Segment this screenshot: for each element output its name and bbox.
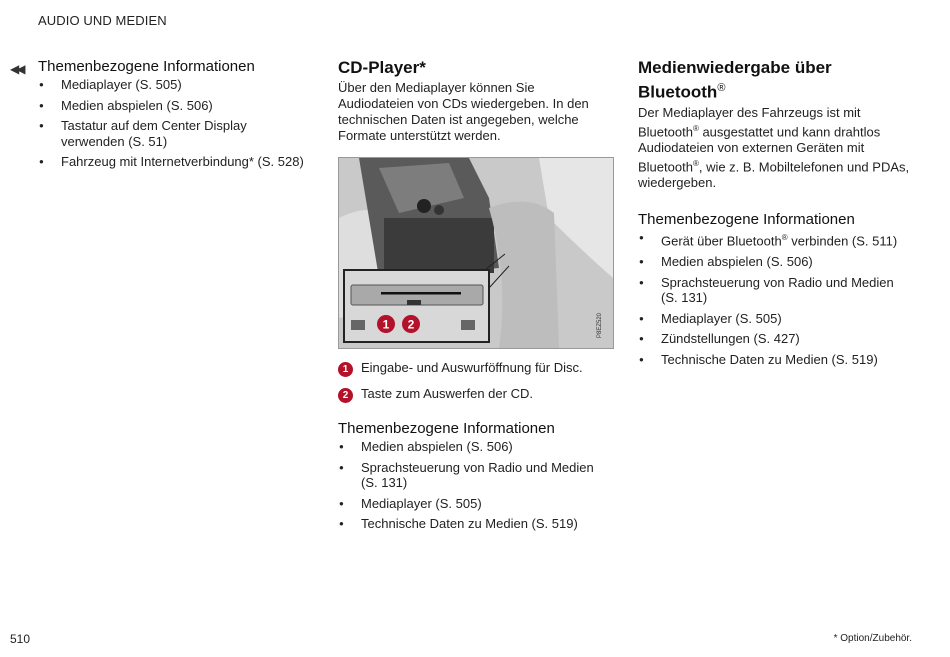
- page-header-title: AUDIO UND MEDIEN: [38, 13, 167, 28]
- figure-badge-2: 2: [407, 317, 415, 332]
- bt-item-part-a: Gerät über Bluetooth: [661, 233, 782, 249]
- callout-text: Taste zum Auswerfen der CD.: [361, 386, 533, 401]
- cd-player-intro: Über den Mediaplayer können Sie Audiodateien von CDs wiedergeben. In den technischen Daten ist angegeben, welche Formate unterstützt werden.: [338, 80, 589, 143]
- bluetooth-title-text: Medienwiedergabe über Bluetooth: [638, 58, 832, 102]
- related-link-technische-daten[interactable]: ● Technische Daten zu Medien (S. 519): [338, 516, 612, 532]
- related-link-medien-abspielen[interactable]: ● Medien abspielen (S. 506): [638, 254, 910, 270]
- related-info-heading: Themenbezogene Informationen: [638, 211, 855, 229]
- car-interior-illustration: [339, 158, 613, 348]
- left-column: [38, 58, 308, 175]
- bluetooth-intro: [638, 105, 910, 192]
- bt-item-part-b: verbinden (S. 511): [787, 233, 898, 249]
- related-link-mediaplayer[interactable]: ● Mediaplayer (S. 505): [338, 496, 612, 512]
- middle-column: [338, 58, 612, 537]
- registered-mark: ®: [692, 158, 699, 168]
- related-info-heading: Themenbezogene Informationen: [338, 420, 555, 437]
- callout-number-badge: 2: [338, 388, 353, 403]
- related-link-mediaplayer[interactable]: ● Mediaplayer (S. 505): [638, 311, 910, 327]
- related-info-heading: Themenbezogene Informationen: [38, 58, 255, 75]
- bluetooth-title: [638, 58, 910, 103]
- registered-mark: ®: [781, 233, 788, 243]
- intro-part-a: Der Mediaplayer des Fahrzeugs ist mit Bluetooth: [638, 104, 861, 139]
- related-link-tastatur[interactable]: ● Tastatur auf dem Center Display verwenden (S. 51): [38, 118, 308, 149]
- related-info-list: [338, 439, 612, 532]
- callout-1: [338, 360, 612, 377]
- related-link-sprachsteuerung[interactable]: ● Sprachsteuerung von Radio und Medien (S. 131): [638, 275, 910, 306]
- footnote: * Option/Zubehör.: [833, 633, 912, 644]
- double-chevron-left-icon[interactable]: ◀◀: [10, 62, 23, 76]
- figure-badge-1: 1: [382, 317, 390, 332]
- related-link-zuendstellungen[interactable]: ● Zündstellungen (S. 427): [638, 331, 910, 347]
- registered-mark: ®: [717, 82, 726, 94]
- callout-text: Eingabe- und Auswurföffnung für Disc.: [361, 360, 583, 375]
- figure-code: P8EZ520: [597, 312, 603, 338]
- related-info-list: [38, 77, 308, 170]
- related-info-list: [638, 230, 910, 367]
- cd-player-figure: [338, 157, 614, 349]
- callout-2: [338, 386, 612, 403]
- right-column: [638, 58, 910, 372]
- intro-part-c: , wie z. B. Mobiltelefonen und PDAs, wiedergeben.: [638, 159, 910, 191]
- related-link-bluetooth-verbinden[interactable]: [638, 230, 910, 249]
- cd-player-title: CD-Player*: [338, 58, 426, 77]
- callout-number-badge: 1: [338, 362, 353, 377]
- related-link-sprachsteuerung[interactable]: ● Sprachsteuerung von Radio und Medien (S. 131): [338, 460, 612, 491]
- intro-part-b: ausgestattet und kann drahtlos Audiodateien von externen Geräten mit Bluetooth: [638, 123, 881, 175]
- registered-mark: ®: [692, 123, 699, 133]
- related-link-technische-daten[interactable]: ● Technische Daten zu Medien (S. 519): [638, 352, 910, 368]
- related-link-internetverbindung[interactable]: ● Fahrzeug mit Internetverbindung* (S. 528): [38, 154, 308, 170]
- related-link-mediaplayer[interactable]: ● Mediaplayer (S. 505): [38, 77, 308, 93]
- page-number: 510: [10, 632, 31, 646]
- related-link-medien-abspielen[interactable]: ● Medien abspielen (S. 506): [38, 98, 308, 114]
- related-link-medien-abspielen[interactable]: ● Medien abspielen (S. 506): [338, 439, 612, 455]
